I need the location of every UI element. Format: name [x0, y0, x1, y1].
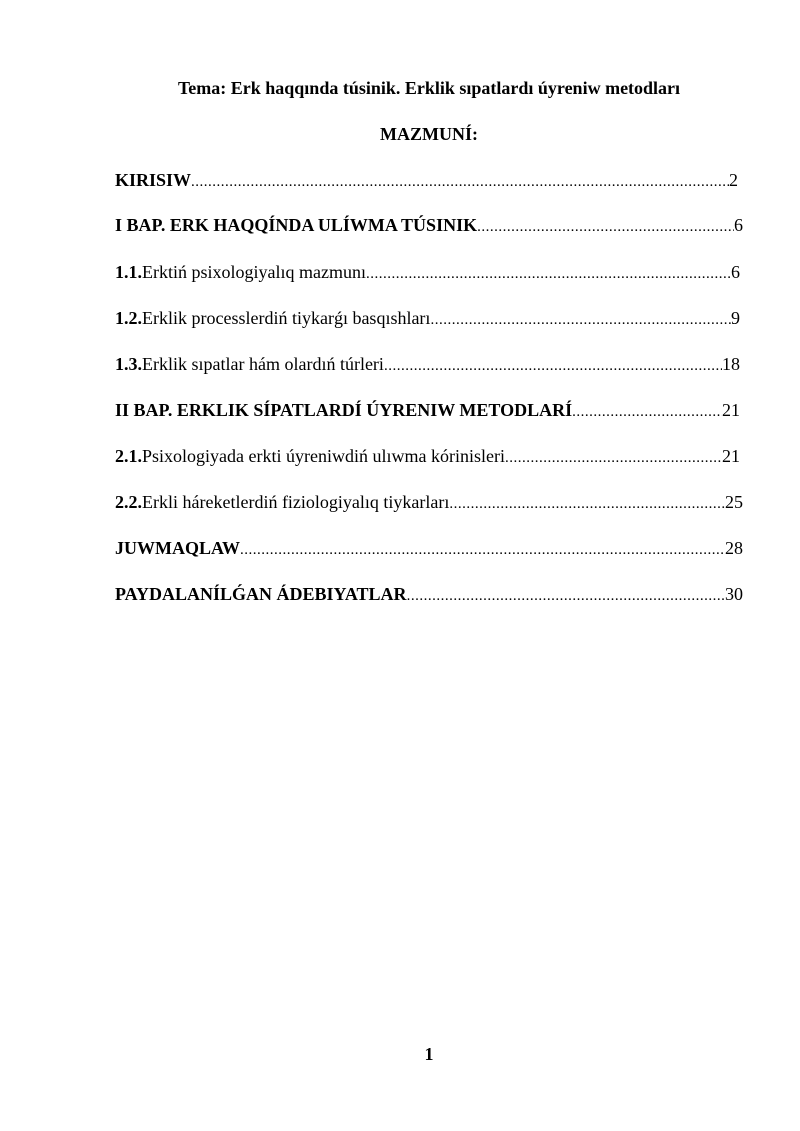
- toc-entry-title: Erklik sıpatlar hám olardıń túrleri: [142, 354, 384, 374]
- toc-leader-dots: [505, 446, 722, 470]
- toc-leader-dots: [366, 262, 731, 286]
- toc-entry-page: 18: [722, 354, 740, 374]
- toc-entry-title: KIRISIW: [115, 170, 192, 190]
- toc-leader-dots: [430, 308, 731, 332]
- toc-entry-page: 28: [725, 538, 743, 558]
- toc-entry-title: Erkli háreketlerdiń fiziologiyalıq tiykarları: [142, 492, 450, 512]
- toc-entry-title: II BAP. ERKLIK SÍPATLARDÍ ÚYRENIW METODLARÍ: [115, 400, 573, 420]
- toc-leader-dots: [240, 538, 725, 562]
- toc-entry-2-1[interactable]: [115, 444, 740, 470]
- toc-entry-page: 25: [725, 492, 743, 512]
- toc-entry-number: 1.3.: [115, 354, 142, 374]
- toc-entry-title: JUWMAQLAW: [115, 538, 240, 558]
- toc-entry-page: 9: [731, 308, 740, 328]
- toc-leader-dots: [572, 400, 722, 424]
- toc-entry-chapter-2[interactable]: [115, 398, 740, 424]
- toc-entry-juwmaqlaw[interactable]: [115, 536, 743, 562]
- toc-entry-page: 6: [734, 215, 743, 235]
- toc-entry-number: 2.1.: [115, 446, 142, 466]
- toc-entry-title: Erktiń psixologiyalıq mazmunı: [142, 262, 366, 282]
- toc-entry-1-2[interactable]: [115, 306, 740, 332]
- toc-entry-page: 6: [731, 262, 740, 282]
- toc-leader-dots: [191, 170, 729, 194]
- toc-entry-title: I BAP. ERK HAQQÍNDA ULÍWMA TÚSINIK: [115, 215, 478, 235]
- contents-heading: MAZMUNÍ:: [380, 124, 478, 144]
- page-number: 1: [424, 1044, 434, 1064]
- toc-entry-page: 21: [722, 446, 740, 466]
- document-title: Tema: Erk haqqında túsinik. Erklik sıpatlardı úyreniw metodları: [177, 78, 681, 98]
- toc-leader-dots: [449, 492, 725, 516]
- toc-entry-1-1[interactable]: [115, 260, 740, 286]
- toc-entry-number: 1.2.: [115, 308, 142, 328]
- toc-entry-page: 21: [722, 400, 740, 420]
- toc-entry-2-2[interactable]: [115, 490, 743, 516]
- toc-entry-1-3[interactable]: [115, 352, 740, 378]
- toc-entry-title: Erklik processlerdiń tiykarǵı basqıshları: [142, 308, 431, 328]
- toc-entry-title: PAYDALANÍLǴAN ÁDEBIYATLAR: [115, 584, 407, 604]
- toc-entry-number: 2.2.: [115, 492, 142, 512]
- toc-entry-kirisiw[interactable]: [115, 168, 738, 194]
- toc-entry-page: 30: [725, 584, 743, 604]
- toc-entry-page: 2: [729, 170, 738, 190]
- toc-entry-chapter-1[interactable]: [115, 213, 743, 239]
- toc-leader-dots: [384, 354, 722, 378]
- toc-entry-number: 1.1.: [115, 262, 142, 282]
- toc-leader-dots: [477, 215, 734, 239]
- toc-leader-dots: [407, 584, 725, 608]
- toc-entry-title: Psixologiyada erkti úyreniwdiń ulıwma kórinisleri: [142, 446, 505, 466]
- toc-entry-adebiyatlar[interactable]: [115, 582, 743, 608]
